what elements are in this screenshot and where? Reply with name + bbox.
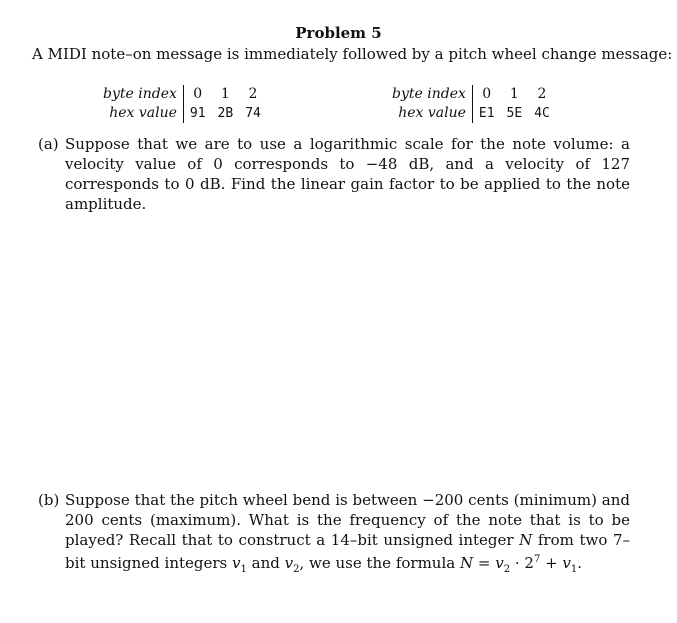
table-cell: 2 (248, 86, 258, 102)
math-sub: 1 (240, 564, 247, 575)
hex-value-label: hex value (386, 104, 472, 123)
table-cell: 0 (482, 86, 492, 102)
part-b-text (65, 490, 630, 580)
part-b (38, 490, 630, 580)
table-row (386, 104, 556, 123)
text-run: Suppose that the pitch wheel bend is between −200 cents (minimum) and 200 cents (maximum). What is the frequency of the note that is to be played? Recall that to construct a 14–bit unsigned integer (65, 491, 630, 549)
math-op: = (473, 554, 496, 572)
table-cell: 4C (534, 106, 550, 121)
byte-table-pitch-wheel (386, 85, 556, 123)
byte-table-note-on (97, 85, 267, 123)
problem-title: Problem 5 (295, 24, 382, 42)
table-cell: 2B (217, 106, 234, 121)
table-cell: 1 (220, 86, 230, 102)
part-b-letter: (b) (38, 491, 60, 509)
table-cell: 74 (245, 106, 261, 121)
math-op: · (510, 554, 525, 572)
byte-index-label: byte index (97, 85, 183, 104)
math-var: v (562, 554, 571, 572)
math-var: N (519, 531, 533, 549)
math-sub: 1 (570, 564, 578, 575)
intro-text: A MIDI note–on message is immediately followed by a pitch wheel change message: (32, 45, 673, 63)
table-cell: 0 (193, 86, 203, 102)
math-sup: 7 (533, 554, 541, 565)
text-run: from two 7–bit unsigned integers (65, 531, 630, 572)
math-var: v (284, 554, 294, 572)
math-var: N (459, 554, 474, 572)
math-var: v (232, 554, 241, 572)
part-a-letter: (a) (38, 135, 59, 153)
part-a-text: Suppose that we are to use a logarithmic scale for the note volume: a velocity value of 0 corresponds to −48 dB, and a velocity of 127 corresponds to 0 dB. Find the linear gain factor to be applied to the note amplitude. (65, 135, 630, 213)
text-run: and (246, 554, 285, 572)
part-a (38, 134, 630, 214)
table-cell: 2 (537, 86, 547, 102)
byte-index-label: byte index (386, 85, 472, 104)
math-num: 2 (524, 554, 534, 572)
text-run: , we use the formula (299, 554, 460, 572)
hex-value-label: hex value (97, 104, 183, 123)
table-cell: E1 (478, 106, 495, 121)
table-row (97, 104, 267, 123)
table-cell: 1 (509, 86, 519, 102)
table-cell: 91 (189, 106, 206, 121)
table-cell: 5E (506, 106, 523, 121)
text-run: . (577, 554, 583, 572)
table-row (97, 85, 267, 104)
math-var: v (495, 554, 504, 572)
math-sub: 2 (293, 564, 300, 575)
math-sub: 2 (503, 564, 511, 575)
math-op: + (540, 554, 563, 572)
table-row (386, 85, 556, 104)
